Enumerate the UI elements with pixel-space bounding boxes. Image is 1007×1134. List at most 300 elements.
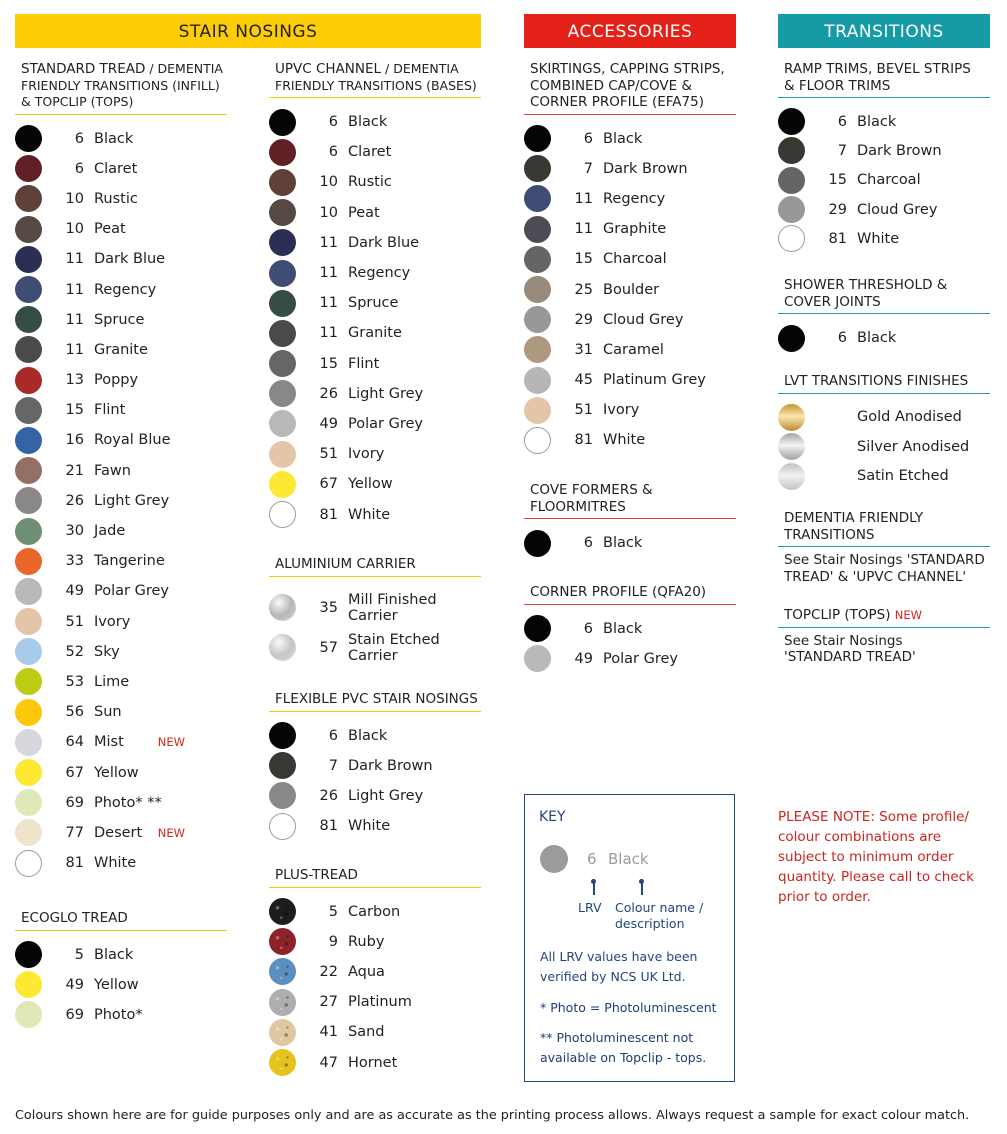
swatch-row <box>269 258 481 288</box>
colour-name: Photo* <box>94 1006 143 1023</box>
swatch-row <box>524 124 736 154</box>
colour-name: Dark Blue <box>348 234 420 251</box>
colour-swatch-icon <box>524 336 551 363</box>
colour-name: Platinum <box>348 994 412 1011</box>
section-title: ALUMINIUM CARRIER <box>269 556 481 577</box>
swatch-row <box>269 469 481 499</box>
lrv: 45 <box>574 372 593 389</box>
swatch-row <box>269 167 481 197</box>
swatch-row <box>15 184 227 214</box>
swatch-row <box>15 818 227 848</box>
lrv: 6 <box>328 727 338 744</box>
colour-name: Platinum Grey <box>603 372 706 389</box>
lrv: 69 <box>65 794 84 811</box>
colour-name: Regency <box>348 265 411 282</box>
section-title: SKIRTINGS, CAPPING STRIPS, COMBINED CAP/COVE & CORNER PROFILE (EFA75) <box>524 61 736 115</box>
colour-name: Polar Grey <box>94 583 169 600</box>
colour-swatch-icon <box>269 350 296 377</box>
lrv: 49 <box>574 650 593 667</box>
key-swatch-icon <box>540 845 568 873</box>
colour-swatch-icon <box>269 320 296 347</box>
colour-name: Royal Blue <box>94 432 171 449</box>
colour-name: White <box>94 855 137 872</box>
colour-name: Carbon <box>348 903 401 920</box>
section-skirtings <box>524 61 736 456</box>
colour-name: Polar Grey <box>603 650 678 667</box>
colour-name: Light Grey <box>348 385 424 402</box>
colour-name: Fawn <box>94 462 131 479</box>
colour-swatch-icon <box>15 457 42 484</box>
section-upvc <box>269 61 481 530</box>
lrv: 10 <box>65 190 84 207</box>
lrv: 26 <box>65 492 84 509</box>
swatch-list <box>269 107 481 530</box>
swatch-row <box>524 244 736 274</box>
lrv: 13 <box>65 372 84 389</box>
section-corner-profile <box>524 584 736 674</box>
colour-swatch-icon <box>15 518 42 545</box>
lrv: 11 <box>319 295 338 312</box>
swatch-row <box>269 499 481 529</box>
key-lrv: 6 <box>587 850 597 868</box>
swatch-row <box>269 811 481 841</box>
swatch-list <box>778 323 990 353</box>
swatch-row <box>15 607 227 637</box>
colour-name: Regency <box>94 281 157 298</box>
colour-name: Black <box>94 946 134 963</box>
colour-name: Black <box>857 330 897 347</box>
swatch-list <box>778 107 990 253</box>
colour-swatch-icon <box>269 290 296 317</box>
colour-swatch-icon <box>15 306 42 333</box>
colour-swatch-icon <box>778 167 805 194</box>
lrv: 77 <box>65 824 84 841</box>
colour-name: Polar Grey <box>348 415 423 432</box>
colour-swatch-icon <box>269 989 296 1016</box>
colour-swatch-icon <box>524 615 551 642</box>
colour-name: Sand <box>348 1024 385 1041</box>
lrv: 51 <box>574 402 593 419</box>
lrv: 69 <box>65 1006 84 1023</box>
section-title: DEMENTIA FRIENDLY TRANSITIONS <box>778 510 990 547</box>
lrv: 49 <box>65 976 84 993</box>
colour-name: White <box>603 432 646 449</box>
swatch-row <box>269 957 481 987</box>
colour-swatch-icon <box>524 397 551 424</box>
lrv: 15 <box>574 251 593 268</box>
lrv: 6 <box>583 535 593 552</box>
colour-swatch-icon <box>15 397 42 424</box>
colour-name: Photo* ** <box>94 794 162 811</box>
lrv: 53 <box>65 673 84 690</box>
swatch-row <box>269 288 481 318</box>
lrv: 16 <box>65 432 84 449</box>
swatch-row <box>15 395 227 425</box>
swatch-row <box>269 628 481 668</box>
swatch-row <box>778 136 990 165</box>
swatch-row <box>15 486 227 516</box>
swatch-row <box>778 107 990 136</box>
colour-swatch-icon <box>524 530 551 557</box>
colour-name: Caramel <box>603 341 664 358</box>
colour-swatch-icon <box>15 608 42 635</box>
swatch-row <box>269 409 481 439</box>
colour-name: Black <box>603 620 643 637</box>
lrv: 11 <box>574 221 593 238</box>
swatch-row <box>778 195 990 224</box>
swatch-row <box>269 588 481 628</box>
colour-swatch-icon <box>15 819 42 846</box>
lrv: 33 <box>65 553 84 570</box>
section-aluminium <box>269 556 481 668</box>
swatch-metallic-icon <box>269 634 296 661</box>
swatch-row <box>15 757 227 787</box>
colour-name: Dark Brown <box>603 160 688 177</box>
colour-name: Ivory <box>348 446 385 463</box>
swatch-row <box>15 697 227 727</box>
colour-swatch-icon <box>269 928 296 955</box>
section-ramp-trims <box>778 61 990 253</box>
colour-swatch-icon <box>269 410 296 437</box>
lrv: 5 <box>328 903 338 920</box>
key-topclip-note: ** Photoluminescent not available on Topclip - tops. <box>540 1030 707 1065</box>
section-title: RAMP TRIMS, BEVEL STRIPS & FLOOR TRIMS <box>778 61 990 98</box>
swatch-row <box>269 228 481 258</box>
swatch-row <box>778 224 990 253</box>
swatch-row <box>778 166 990 195</box>
colour-swatch-icon <box>269 1019 296 1046</box>
swatch-row <box>524 154 736 184</box>
colour-swatch-icon <box>15 125 42 152</box>
colour-swatch-icon <box>15 638 42 665</box>
key-colour-name: Black <box>608 850 649 868</box>
lrv: 7 <box>583 160 593 177</box>
swatch-row <box>524 365 736 395</box>
colour-swatch-icon <box>524 185 551 212</box>
colour-swatch-icon <box>15 668 42 695</box>
key-title: KEY <box>539 809 566 825</box>
lrv: 26 <box>319 385 338 402</box>
swatch-row <box>15 546 227 576</box>
colour-name: Boulder <box>603 281 660 298</box>
colour-swatch-icon <box>269 722 296 749</box>
swatch-list <box>269 721 481 842</box>
swatch-row <box>15 576 227 606</box>
swatch-row <box>524 214 736 244</box>
swatch-list <box>524 528 736 558</box>
lrv: 6 <box>583 620 593 637</box>
lrv: 11 <box>65 251 84 268</box>
colour-swatch-icon <box>269 782 296 809</box>
colour-name: Granite <box>94 341 148 358</box>
swatch-row <box>524 395 736 425</box>
colour-name: Black <box>603 535 643 552</box>
swatch-row <box>269 751 481 781</box>
key-box <box>524 794 735 1082</box>
lrv: 11 <box>574 190 593 207</box>
swatch-list <box>524 124 736 456</box>
swatch-row <box>524 305 736 335</box>
colour-name: Hornet <box>348 1054 398 1071</box>
section-topclip <box>778 607 990 666</box>
swatch-row <box>15 788 227 818</box>
colour-swatch-icon <box>778 108 805 135</box>
swatch-row <box>269 721 481 751</box>
colour-swatch-icon <box>269 441 296 468</box>
lrv: 11 <box>319 325 338 342</box>
swatch-row <box>269 781 481 811</box>
section-title: PLUS-TREAD <box>269 867 481 888</box>
lrv: 47 <box>319 1054 338 1071</box>
colour-swatch-icon <box>269 199 296 226</box>
colour-name: Poppy <box>94 372 139 389</box>
colour-name: Spruce <box>94 311 145 328</box>
colour-swatch-icon <box>524 645 551 672</box>
colour-name: White <box>348 818 391 835</box>
lrv: 67 <box>319 476 338 493</box>
swatch-row <box>524 184 736 214</box>
swatch-row <box>15 1000 227 1030</box>
colour-swatch-icon <box>269 1049 296 1076</box>
lrv: 6 <box>328 144 338 161</box>
swatch-row <box>15 244 227 274</box>
lrv: 10 <box>319 204 338 221</box>
colour-swatch-icon <box>778 196 805 223</box>
swatch-row <box>15 214 227 244</box>
colour-name: Black <box>348 114 388 131</box>
lrv: 5 <box>74 946 84 963</box>
lrv: 25 <box>574 281 593 298</box>
lrv: 51 <box>65 613 84 630</box>
lrv: 15 <box>319 355 338 372</box>
lrv: 81 <box>319 506 338 523</box>
colour-name: Jade <box>94 523 126 540</box>
banner-stair-nosings: STAIR NOSINGS <box>15 14 481 48</box>
lrv: 29 <box>574 311 593 328</box>
colour-name: Mill Finished Carrier <box>348 591 437 624</box>
colour-swatch-icon <box>269 958 296 985</box>
lrv: 11 <box>319 265 338 282</box>
swatch-row <box>778 462 990 492</box>
colour-swatch-icon <box>15 336 42 363</box>
colour-name: Sun <box>94 704 122 721</box>
swatch-row <box>269 107 481 137</box>
colour-name: Rustic <box>348 174 392 191</box>
section-title: LVT TRANSITIONS FINISHES <box>778 373 990 394</box>
section-lvt <box>778 373 990 491</box>
colour-swatch-icon <box>269 471 296 498</box>
swatch-row <box>15 727 227 757</box>
colour-name: Silver Anodised <box>857 438 970 455</box>
lrv: 11 <box>65 281 84 298</box>
swatch-row <box>269 439 481 469</box>
colour-swatch-icon <box>778 225 805 252</box>
colour-swatch-icon <box>269 229 296 256</box>
section-title: ECOGLO TREAD <box>15 910 227 931</box>
section-flexible-pvc <box>269 691 481 841</box>
lrv: 26 <box>319 787 338 804</box>
colour-name: Sky <box>94 643 120 660</box>
swatch-row <box>524 335 736 365</box>
section-title: TOPCLIP (TOPS) NEW <box>778 607 990 628</box>
lrv: 7 <box>328 757 338 774</box>
colour-swatch-icon <box>15 276 42 303</box>
key-pointer-dot <box>591 879 596 884</box>
section-title: FLEXIBLE PVC STAIR NOSINGS <box>269 691 481 712</box>
colour-swatch-icon <box>524 246 551 273</box>
lrv: 7 <box>837 142 847 159</box>
colour-name: White <box>348 506 391 523</box>
footer-disclaimer: Colours shown here are for guide purposes only and are as accurate as the printing process allows. Always request a sample for exact colour match. <box>15 1108 970 1123</box>
colour-name: Dark Brown <box>348 757 433 774</box>
key-pointer-dot <box>639 879 644 884</box>
colour-name: Granite <box>348 325 402 342</box>
lrv: 30 <box>65 523 84 540</box>
colour-swatch-icon <box>15 789 42 816</box>
lrv: 31 <box>574 341 593 358</box>
lrv: 49 <box>65 583 84 600</box>
colour-swatch-icon <box>15 185 42 212</box>
lrv: 9 <box>328 933 338 950</box>
key-verified-note: All LRV values have been verified by NCS UK Ltd. <box>540 949 698 984</box>
section-cove-formers <box>524 482 736 558</box>
swatch-row <box>15 154 227 184</box>
colour-name: White <box>857 230 900 247</box>
colour-name: Stain Etched Carrier <box>348 631 440 664</box>
swatch-row <box>269 318 481 348</box>
colour-swatch-icon <box>15 216 42 243</box>
swatch-row <box>15 365 227 395</box>
colour-name: Mist <box>94 734 124 751</box>
colour-name: Ivory <box>94 613 131 630</box>
colour-swatch-icon <box>15 548 42 575</box>
swatch-gold-icon <box>778 404 805 431</box>
colour-swatch-icon <box>15 850 42 877</box>
new-badge: NEW <box>894 608 923 622</box>
lrv: 35 <box>319 599 338 616</box>
colour-name: Black <box>348 727 388 744</box>
swatch-row <box>269 897 481 927</box>
colour-swatch-icon <box>269 380 296 407</box>
lrv: 81 <box>65 855 84 872</box>
swatch-row <box>269 1047 481 1077</box>
section-plus-tread <box>269 867 481 1078</box>
swatch-row <box>269 927 481 957</box>
colour-name: Lime <box>94 673 130 690</box>
lrv: 10 <box>65 221 84 238</box>
colour-swatch-icon <box>269 139 296 166</box>
section-title: COVE FORMERS & FLOORMITRES <box>524 482 736 519</box>
colour-swatch-icon <box>524 216 551 243</box>
lrv: 6 <box>837 330 847 347</box>
colour-name: Black <box>603 130 643 147</box>
swatch-row <box>524 644 736 674</box>
swatch-row <box>15 124 227 154</box>
lrv: 57 <box>319 639 338 656</box>
colour-name: Satin Etched <box>857 468 949 485</box>
new-badge: NEW <box>157 735 185 750</box>
swatch-row <box>269 379 481 409</box>
swatch-row <box>269 349 481 379</box>
colour-swatch-icon <box>269 109 296 136</box>
colour-swatch-icon <box>524 306 551 333</box>
swatch-row <box>269 1017 481 1047</box>
lrv: 6 <box>837 113 847 130</box>
swatch-row <box>15 335 227 365</box>
colour-name: Dark Blue <box>94 251 166 268</box>
dementia-note: See Stair Nosings 'STANDARD TREAD' & 'UPVC CHANNEL' <box>784 552 985 585</box>
colour-swatch-icon <box>269 813 296 840</box>
colour-name: Spruce <box>348 295 399 312</box>
section-dementia <box>778 510 990 585</box>
lrv: 81 <box>828 230 847 247</box>
lrv: 15 <box>65 402 84 419</box>
colour-name: Charcoal <box>857 172 921 189</box>
swatch-row <box>524 274 736 304</box>
lrv: 6 <box>74 130 84 147</box>
swatch-row <box>15 848 227 878</box>
banner-transitions: TRANSITIONS <box>778 14 990 48</box>
banner-accessories: ACCESSORIES <box>524 14 736 48</box>
colour-swatch-icon <box>524 125 551 152</box>
colour-swatch-icon <box>778 325 805 352</box>
colour-swatch-icon <box>15 971 42 998</box>
swatch-satin-icon <box>778 463 805 490</box>
colour-name: Yellow <box>94 976 139 993</box>
colour-name: Peat <box>348 204 380 221</box>
lrv: 51 <box>319 446 338 463</box>
lrv: 64 <box>65 734 84 751</box>
swatch-row <box>15 425 227 455</box>
swatch-silver-icon <box>778 433 805 460</box>
colour-swatch-icon <box>15 367 42 394</box>
swatch-row <box>778 403 990 433</box>
swatch-row <box>524 528 736 558</box>
lrv: 81 <box>319 818 338 835</box>
section-title: STANDARD TREAD / DEMENTIA FRIENDLY TRANSITIONS (INFILL) & TOPCLIP (TOPS) <box>15 61 227 115</box>
colour-name: Graphite <box>603 221 667 238</box>
lrv: 49 <box>319 415 338 432</box>
lrv: 81 <box>574 432 593 449</box>
colour-name: Aqua <box>348 963 385 980</box>
swatch-row <box>15 970 227 1000</box>
colour-swatch-icon <box>15 729 42 756</box>
colour-swatch-icon <box>524 155 551 182</box>
colour-name: Ruby <box>348 933 385 950</box>
colour-swatch-icon <box>269 169 296 196</box>
colour-name: Desert <box>94 824 143 841</box>
lrv: 67 <box>65 764 84 781</box>
swatch-row <box>269 137 481 167</box>
swatch-row <box>778 432 990 462</box>
lrv: 27 <box>319 994 338 1011</box>
section-title: CORNER PROFILE (QFA20) <box>524 584 736 605</box>
colour-name: Rustic <box>94 190 138 207</box>
lrv: 6 <box>74 160 84 177</box>
colour-name: Light Grey <box>348 787 424 804</box>
lrv: 11 <box>65 311 84 328</box>
colour-swatch-icon <box>524 427 551 454</box>
lrv: 41 <box>319 1024 338 1041</box>
colour-name: Claret <box>94 160 138 177</box>
lrv: 6 <box>583 130 593 147</box>
lrv: 22 <box>319 963 338 980</box>
key-photo-note: * Photo = Photoluminescent <box>540 1000 717 1015</box>
topclip-note: See Stair Nosings 'STANDARD TREAD' <box>784 632 916 665</box>
colour-swatch-icon <box>269 752 296 779</box>
colour-swatch-icon <box>15 246 42 273</box>
please-note: PLEASE NOTE: Some profile/ colour combinations are subject to minimum order quantity. Please call to check prior to order. <box>778 809 974 905</box>
